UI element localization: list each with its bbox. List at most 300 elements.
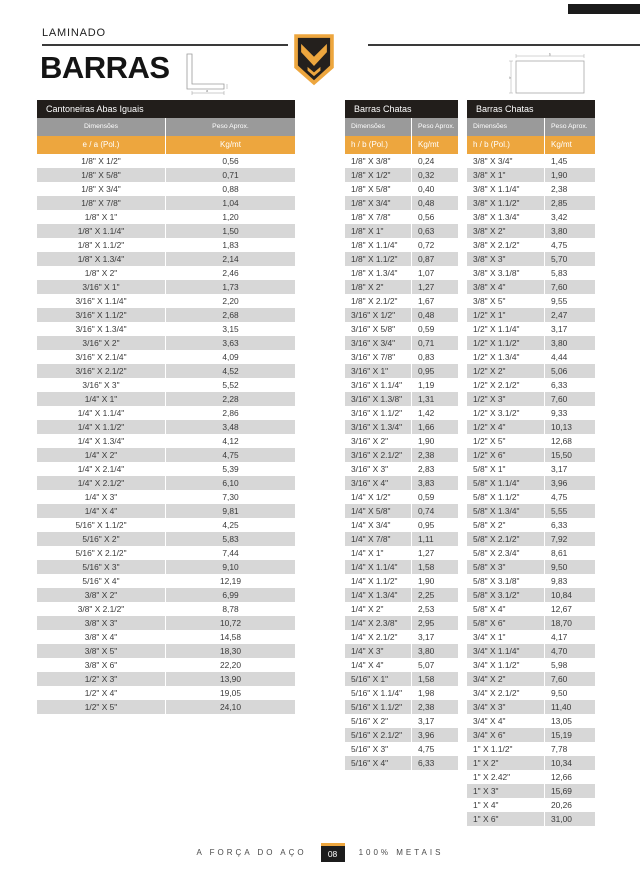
weight-cell: 7,44: [166, 546, 295, 560]
dimension-cell: 1/2" X 1.1/2": [467, 336, 545, 350]
dimension-cell: 1" X 1.1/2": [467, 742, 545, 756]
dimension-cell: 1/8" X 1.1/4": [345, 238, 412, 252]
dimension-cell: 3/8" X 2": [467, 224, 545, 238]
page-title: BARRAS: [40, 50, 170, 85]
weight-cell: 7,92: [545, 532, 595, 546]
table-row: [37, 266, 295, 280]
weight-cell: 2,86: [166, 406, 295, 420]
dimension-cell: 3/16" X 1.1/2": [37, 308, 166, 322]
table-row: [345, 630, 458, 644]
weight-cell: 0,32: [412, 168, 458, 182]
table-row: [37, 644, 295, 658]
weight-cell: 9,33: [545, 406, 595, 420]
flat-bar-diagram: [508, 53, 588, 100]
weight-cell: 9,83: [545, 574, 595, 588]
table-row: [345, 294, 458, 308]
weight-cell: 5,52: [166, 378, 295, 392]
dimension-cell: 3/4" X 1": [467, 630, 545, 644]
dimension-cell: 1/8" X 2.1/2": [345, 294, 412, 308]
weight-cell: 4,75: [166, 448, 295, 462]
table-subheader-row: [467, 136, 595, 154]
table-rows: [37, 154, 295, 714]
dimension-cell: 3/4" X 6": [467, 728, 545, 742]
table-row: [37, 504, 295, 518]
weight-cell: 5,39: [166, 462, 295, 476]
weight-cell: 3,48: [166, 420, 295, 434]
col-subheader-weight: Kg/mt: [220, 140, 241, 149]
dimension-cell: 3/16" X 2.1/2": [345, 448, 412, 462]
col-header-dimensions: Dimensões: [37, 118, 166, 136]
table-row: [467, 742, 595, 756]
footer-tagline-right: 100% METAIS: [358, 848, 444, 857]
dimension-cell: 1/2" X 2.1/2": [467, 378, 545, 392]
table-row: [467, 392, 595, 406]
weight-cell: 5,83: [166, 532, 295, 546]
flat-bar-width-label: b: [548, 53, 552, 57]
weight-cell: 2,47: [545, 308, 595, 322]
table-row: [467, 322, 595, 336]
dimension-cell: 1/8" X 1/2": [37, 154, 166, 168]
weight-cell: 5,98: [545, 658, 595, 672]
table-row: [37, 294, 295, 308]
weight-cell: 3,17: [412, 630, 458, 644]
table-header-row: [467, 118, 595, 136]
weight-cell: 1,50: [166, 224, 295, 238]
dimension-cell: 1/2" X 3.1/2": [467, 406, 545, 420]
table-row: [37, 168, 295, 182]
table-row: [37, 224, 295, 238]
table-row: [37, 392, 295, 406]
table-row: [37, 308, 295, 322]
table-row: [345, 280, 458, 294]
weight-cell: 10,72: [166, 616, 295, 630]
flat-bar-height-label: h: [509, 75, 512, 80]
weight-cell: 3,80: [412, 644, 458, 658]
weight-cell: 1,83: [166, 238, 295, 252]
dimension-cell: 3/4" X 1.1/4": [467, 644, 545, 658]
table-row: [37, 616, 295, 630]
weight-cell: 11,40: [545, 700, 595, 714]
dimension-cell: 3/16" X 4": [345, 476, 412, 490]
table-row: [467, 686, 595, 700]
table-row: [37, 280, 295, 294]
table-row: [37, 406, 295, 420]
weight-cell: 10,13: [545, 420, 595, 434]
table-row: [37, 420, 295, 434]
dimension-cell: 1/2" X 1.3/4": [467, 350, 545, 364]
dimension-cell: 3/16" X 1.3/4": [345, 420, 412, 434]
weight-cell: 4,75: [545, 238, 595, 252]
table-header-row: [37, 118, 295, 136]
table-row: [37, 462, 295, 476]
weight-cell: 1,98: [412, 686, 458, 700]
dimension-cell: 3/8" X 4": [467, 280, 545, 294]
weight-cell: 1,31: [412, 392, 458, 406]
table-row: [345, 588, 458, 602]
table-row: [345, 742, 458, 756]
col-header-weight: Peso Aprox.: [212, 123, 249, 130]
page-footer: [0, 843, 640, 862]
table-row: [345, 616, 458, 630]
weight-cell: 12,66: [545, 770, 595, 784]
dimension-cell: 1/4" X 1.3/4": [345, 588, 412, 602]
weight-cell: 0,40: [412, 182, 458, 196]
weight-cell: 3,17: [545, 322, 595, 336]
weight-cell: 3,80: [545, 336, 595, 350]
table-row: [37, 658, 295, 672]
dimension-cell: 1/8" X 5/8": [37, 168, 166, 182]
footer-tagline-left: A FORÇA DO AÇO: [196, 848, 307, 857]
dimension-cell: 1/4" X 3": [345, 644, 412, 658]
dimension-cell: 5/8" X 1.1/2": [467, 490, 545, 504]
table-row: [467, 658, 595, 672]
table-row: [37, 364, 295, 378]
weight-cell: 2,38: [412, 448, 458, 462]
table-row: [345, 686, 458, 700]
dimension-cell: 1/2" X 1": [467, 308, 545, 322]
table-row: [37, 182, 295, 196]
dimension-cell: 1/8" X 3/4": [37, 182, 166, 196]
table-row: [345, 224, 458, 238]
weight-cell: 0,74: [412, 504, 458, 518]
table-row: [467, 280, 595, 294]
dimension-cell: 3/16" X 1/2": [345, 308, 412, 322]
weight-cell: 1,27: [412, 546, 458, 560]
weight-cell: 8,61: [545, 546, 595, 560]
table-row: [467, 588, 595, 602]
table-row: [467, 546, 595, 560]
table-row: [345, 434, 458, 448]
dimension-cell: 1/4" X 2": [345, 602, 412, 616]
angle-width-label: a: [205, 88, 209, 93]
col-subheader-dimensions: e / a (Pol.): [37, 136, 166, 154]
weight-cell: 13,05: [545, 714, 595, 728]
dimension-cell: 1/8" X 1.1/2": [37, 238, 166, 252]
table-row: [345, 182, 458, 196]
dimension-cell: 3/8" X 2.1/2": [467, 238, 545, 252]
table-row: [467, 336, 595, 350]
weight-cell: 1,90: [412, 434, 458, 448]
table-row: [467, 602, 595, 616]
weight-cell: 0,48: [412, 308, 458, 322]
weight-cell: 31,00: [545, 812, 595, 826]
dimension-cell: 1/8" X 2": [37, 266, 166, 280]
dimension-cell: 3/16" X 2.1/4": [37, 350, 166, 364]
dimension-cell: 1/4" X 1/2": [345, 490, 412, 504]
weight-cell: 3,96: [412, 728, 458, 742]
weight-cell: 3,83: [412, 476, 458, 490]
col-header-weight: Peso Aprox.: [551, 123, 588, 130]
weight-cell: 1,11: [412, 532, 458, 546]
table-row: [467, 616, 595, 630]
weight-cell: 9,81: [166, 504, 295, 518]
dimension-cell: 1/4" X 1.1/2": [37, 420, 166, 434]
weight-cell: 22,20: [166, 658, 295, 672]
weight-cell: 2,85: [545, 196, 595, 210]
dimension-cell: 1/4" X 1.3/4": [37, 434, 166, 448]
header-rule-right: [368, 44, 640, 46]
table-row: [345, 714, 458, 728]
weight-cell: 4,17: [545, 630, 595, 644]
dimension-cell: 5/8" X 2": [467, 518, 545, 532]
dimension-cell: 1/2" X 4": [37, 686, 166, 700]
table-row: [37, 588, 295, 602]
weight-cell: 1,58: [412, 672, 458, 686]
dimension-cell: 5/16" X 2": [37, 532, 166, 546]
weight-cell: 15,50: [545, 448, 595, 462]
weight-cell: 2,14: [166, 252, 295, 266]
dimension-cell: 3/8" X 3/4": [467, 154, 545, 168]
table-row: [37, 336, 295, 350]
weight-cell: 2,25: [412, 588, 458, 602]
dimension-cell: 1/4" X 4": [37, 504, 166, 518]
weight-cell: 1,27: [412, 280, 458, 294]
col-header-dimensions: Dimensões: [345, 118, 412, 136]
weight-cell: 1,07: [412, 266, 458, 280]
dimension-cell: 1/2" X 3": [467, 392, 545, 406]
table-barras-chatas-2: [467, 100, 595, 826]
table-header-row: [345, 118, 458, 136]
dimension-cell: 3/4" X 2": [467, 672, 545, 686]
table-row: [467, 406, 595, 420]
weight-cell: 10,84: [545, 588, 595, 602]
table-row: [345, 378, 458, 392]
dimension-cell: 1/8" X 1/2": [345, 168, 412, 182]
weight-cell: 1,73: [166, 280, 295, 294]
dimension-cell: 1/4" X 2": [37, 448, 166, 462]
dimension-cell: 1/4" X 4": [345, 658, 412, 672]
table-row: [37, 574, 295, 588]
table-row: [345, 266, 458, 280]
weight-cell: 2,38: [412, 700, 458, 714]
table-row: [467, 574, 595, 588]
weight-cell: 1,66: [412, 420, 458, 434]
weight-cell: 13,90: [166, 672, 295, 686]
dimension-cell: 1/4" X 2.1/4": [37, 462, 166, 476]
weight-cell: 24,10: [166, 700, 295, 714]
table-row: [467, 434, 595, 448]
weight-cell: 9,50: [545, 686, 595, 700]
weight-cell: 7,60: [545, 392, 595, 406]
dimension-cell: 3/8" X 4": [37, 630, 166, 644]
weight-cell: 0,83: [412, 350, 458, 364]
table-cantoneiras: [37, 100, 295, 714]
table-row: [467, 798, 595, 812]
header-rule-left: [42, 44, 288, 46]
weight-cell: 14,58: [166, 630, 295, 644]
table-row: [467, 224, 595, 238]
table-row: [37, 196, 295, 210]
weight-cell: 6,99: [166, 588, 295, 602]
table-rows: [345, 154, 458, 770]
dimension-cell: 5/8" X 2.1/2": [467, 532, 545, 546]
weight-cell: 6,10: [166, 476, 295, 490]
table-row: [467, 420, 595, 434]
dimension-cell: 3/4" X 2.1/2": [467, 686, 545, 700]
weight-cell: 2,20: [166, 294, 295, 308]
dimension-cell: 5/8" X 3": [467, 560, 545, 574]
dimension-cell: 1/2" X 5": [37, 700, 166, 714]
table-row: [345, 350, 458, 364]
table-row: [467, 448, 595, 462]
weight-cell: 8,78: [166, 602, 295, 616]
table-row: [467, 378, 595, 392]
dimension-cell: 1" X 2": [467, 756, 545, 770]
weight-cell: 0,24: [412, 154, 458, 168]
dimension-cell: 5/16" X 1.1/4": [345, 686, 412, 700]
weight-cell: 1,90: [545, 168, 595, 182]
dimension-cell: 3/8" X 1.3/4": [467, 210, 545, 224]
dimension-cell: 3/16" X 2": [345, 434, 412, 448]
table-row: [467, 196, 595, 210]
weight-cell: 2,46: [166, 266, 295, 280]
table-row: [37, 532, 295, 546]
table-row: [37, 490, 295, 504]
dimension-cell: 5/16" X 4": [345, 756, 412, 770]
table-row: [345, 252, 458, 266]
table-row: [345, 238, 458, 252]
dimension-cell: 3/8" X 2": [37, 588, 166, 602]
dimension-cell: 1/4" X 2.1/2": [345, 630, 412, 644]
table-subheader-row: [345, 136, 458, 154]
table-row: [467, 644, 595, 658]
table-title: Barras Chatas: [345, 100, 458, 118]
table-rows: [467, 154, 595, 826]
table-row: [345, 546, 458, 560]
dimension-cell: 1/8" X 2": [345, 280, 412, 294]
table-row: [345, 364, 458, 378]
table-row: [345, 196, 458, 210]
weight-cell: 4,25: [166, 518, 295, 532]
table-subheader-row: [37, 136, 295, 154]
table-row: [467, 630, 595, 644]
dimension-cell: 1/4" X 7/8": [345, 532, 412, 546]
dimension-cell: 3/16" X 1.1/4": [37, 294, 166, 308]
dimension-cell: 3/16" X 1.3/8": [345, 392, 412, 406]
weight-cell: 0,63: [412, 224, 458, 238]
dimension-cell: 1/8" X 1.3/4": [37, 252, 166, 266]
weight-cell: 4,09: [166, 350, 295, 364]
weight-cell: 4,44: [545, 350, 595, 364]
table-row: [345, 532, 458, 546]
dimension-cell: 3/16" X 2.1/2": [37, 364, 166, 378]
table-row: [37, 700, 295, 714]
weight-cell: 2,83: [412, 462, 458, 476]
weight-cell: 5,55: [545, 504, 595, 518]
weight-cell: 3,17: [412, 714, 458, 728]
table-row: [345, 210, 458, 224]
dimension-cell: 3/4" X 4": [467, 714, 545, 728]
table-title: Barras Chatas: [467, 100, 595, 118]
dimension-cell: 1/8" X 7/8": [345, 210, 412, 224]
dimension-cell: 5/8" X 3.1/8": [467, 574, 545, 588]
weight-cell: 5,70: [545, 252, 595, 266]
table-row: [37, 672, 295, 686]
weight-cell: 3,80: [545, 224, 595, 238]
dimension-cell: 3/16" X 1.1/2": [345, 406, 412, 420]
dimension-cell: 3/16" X 7/8": [345, 350, 412, 364]
dimension-cell: 3/8" X 5": [467, 294, 545, 308]
dimension-cell: 1/2" X 2": [467, 364, 545, 378]
weight-cell: 18,70: [545, 616, 595, 630]
top-corner-bar: [568, 4, 640, 14]
weight-cell: 12,19: [166, 574, 295, 588]
dimension-cell: 5/8" X 1": [467, 462, 545, 476]
table-row: [345, 560, 458, 574]
weight-cell: 12,68: [545, 434, 595, 448]
dimension-cell: 3/4" X 1.1/2": [467, 658, 545, 672]
table-row: [37, 434, 295, 448]
table-row: [467, 168, 595, 182]
page-number-badge: 08: [321, 843, 345, 862]
table-row: [345, 154, 458, 168]
table-row: [467, 714, 595, 728]
weight-cell: 5,83: [545, 266, 595, 280]
dimension-cell: 1/8" X 1": [345, 224, 412, 238]
weight-cell: 4,12: [166, 434, 295, 448]
weight-cell: 1,19: [412, 378, 458, 392]
weight-cell: 4,70: [545, 644, 595, 658]
weight-cell: 2,28: [166, 392, 295, 406]
table-row: [467, 756, 595, 770]
table-row: [37, 378, 295, 392]
weight-cell: 0,95: [412, 364, 458, 378]
weight-cell: 0,48: [412, 196, 458, 210]
table-row: [345, 756, 458, 770]
table-row: [467, 154, 595, 168]
weight-cell: 7,60: [545, 280, 595, 294]
brand-logo-icon: [291, 28, 337, 97]
weight-cell: 1,42: [412, 406, 458, 420]
angle-profile-diagram: [184, 52, 230, 101]
table-row: [345, 700, 458, 714]
dimension-cell: 1" X 2.42": [467, 770, 545, 784]
weight-cell: 3,42: [545, 210, 595, 224]
table-row: [467, 364, 595, 378]
weight-cell: 2,68: [166, 308, 295, 322]
dimension-cell: 3/16" X 3": [345, 462, 412, 476]
dimension-cell: 1/8" X 5/8": [345, 182, 412, 196]
dimension-cell: 5/8" X 4": [467, 602, 545, 616]
table-row: [345, 406, 458, 420]
weight-cell: 0,71: [166, 168, 295, 182]
dimension-cell: 1/4" X 5/8": [345, 504, 412, 518]
weight-cell: 9,55: [545, 294, 595, 308]
dimension-cell: 1/4" X 2.3/8": [345, 616, 412, 630]
dimension-cell: 1/8" X 3/8": [345, 154, 412, 168]
weight-cell: 7,30: [166, 490, 295, 504]
dimension-cell: 5/8" X 1.3/4": [467, 504, 545, 518]
table-row: [467, 784, 595, 798]
col-subheader-weight: Kg/mt: [418, 140, 439, 149]
dimension-cell: 1/2" X 5": [467, 434, 545, 448]
col-header-weight: Peso Aprox.: [418, 123, 455, 130]
dimension-cell: 3/16" X 2": [37, 336, 166, 350]
col-subheader-weight: Kg/mt: [551, 140, 572, 149]
weight-cell: 0,87: [412, 252, 458, 266]
table-row: [37, 560, 295, 574]
dimension-cell: 5/8" X 1.1/4": [467, 476, 545, 490]
weight-cell: 0,56: [166, 154, 295, 168]
weight-cell: 0,72: [412, 238, 458, 252]
dimension-cell: 5/16" X 1.1/2": [37, 518, 166, 532]
dimension-cell: 1/8" X 3/4": [345, 196, 412, 210]
table-row: [37, 322, 295, 336]
table-row: [467, 476, 595, 490]
weight-cell: 15,19: [545, 728, 595, 742]
weight-cell: 0,59: [412, 490, 458, 504]
weight-cell: 0,71: [412, 336, 458, 350]
